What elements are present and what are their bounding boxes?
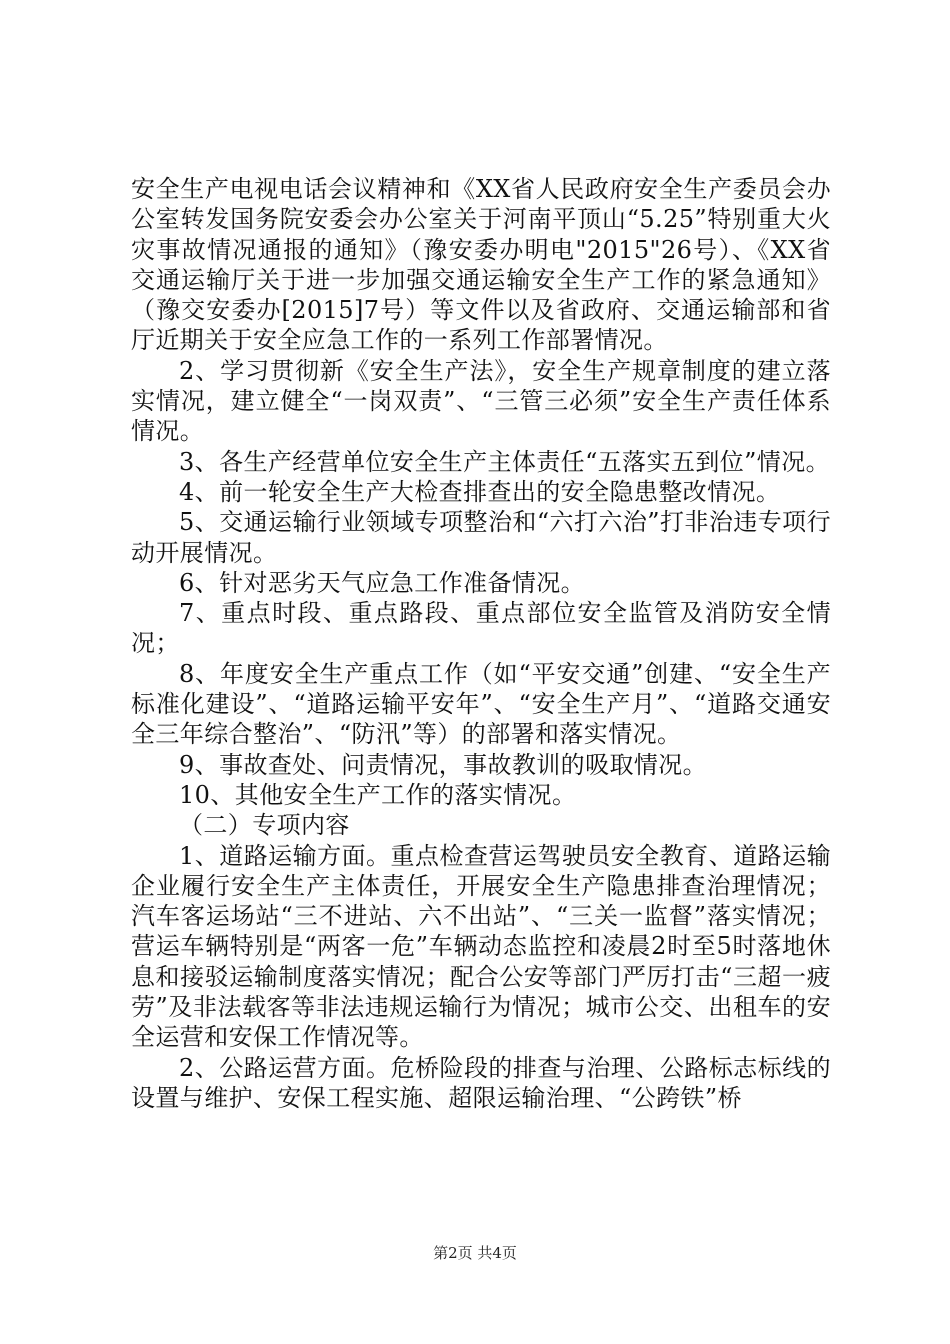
paragraph-item-10: 10、其他安全生产工作的落实情况。 [179,780,577,809]
paragraph-continuation: 安全生产电视电话会议精神和《XX省人民政府安全生产委员会办公室转发国务院安委会办公室关于河南平顶山“5.25”特别重大火灾事故情况通报的通知》（豫安委办明电"2015"26号）、《XX省交通运输厅关于进一步加强交通运输安全生产工作的紧急通知》（豫交安委办[2015]7号）等文件以及省政府、交通运输部和省厅近期关于安全应急工作的一系列工作部署情况。 [131,175,831,355]
paragraph-item-7: 7、重点时段、重点路段、重点部位安全监管及消防安全情况； [131,599,831,658]
paragraph-item-9: 9、事故查处、问责情况，事故教训的吸取情况。 [179,750,708,779]
paragraph-highway-operation: 2、公路运营方面。危桥险段的排查与治理、公路标志标线的设置与维护、安保工程实施、超限运输治理、“公跨铁”桥 [131,1053,831,1112]
paragraph-item-8: 8、年度安全生产重点工作（如“平安交通”创建、“安全生产标准化建设”、“道路运输平安年”、“安全生产月”、“道路交通安全三年综合整治”、“防汛”等）的部署和落实情况。 [131,659,831,749]
paragraph-item-5: 5、交通运输行业领域专项整治和“六打六治”打非治违专项行动开展情况。 [131,508,831,567]
document-body [131,174,831,1113]
paragraph-road-transport: 1、道路运输方面。重点检查营运驾驶员安全教育、道路运输企业履行安全生产主体责任，开展安全生产隐患排查治理情况；汽车客运场站“三不进站、六不出站”、“三关一监督”落实情况；营运车辆特别是“两客一危”车辆动态监控和凌晨2时至5时落地休息和接驳运输制度落实情况；配合公安等部门严厉打击“三超一疲劳”及非法载客等非法违规运输行为情况；城市公交、出租车的安全运营和安保工作情况等。 [131,841,831,1052]
paragraph-item-2: 2、学习贯彻新《安全生产法》，安全生产规章制度的建立落实情况，建立健全“一岗双责”、“三管三必须”安全生产责任体系情况。 [131,356,831,446]
paragraph-item-4: 4、前一轮安全生产大检查排查出的安全隐患整改情况。 [179,477,781,506]
paragraph-item-6: 6、针对恶劣天气应急工作准备情况。 [179,568,586,597]
paragraph-item-3: 3、各生产经营单位安全生产主体责任“五落实五到位”情况。 [179,447,831,476]
section-heading-special: （二）专项内容 [179,811,350,840]
page-footer: 第2页 共4页 [433,1244,517,1262]
